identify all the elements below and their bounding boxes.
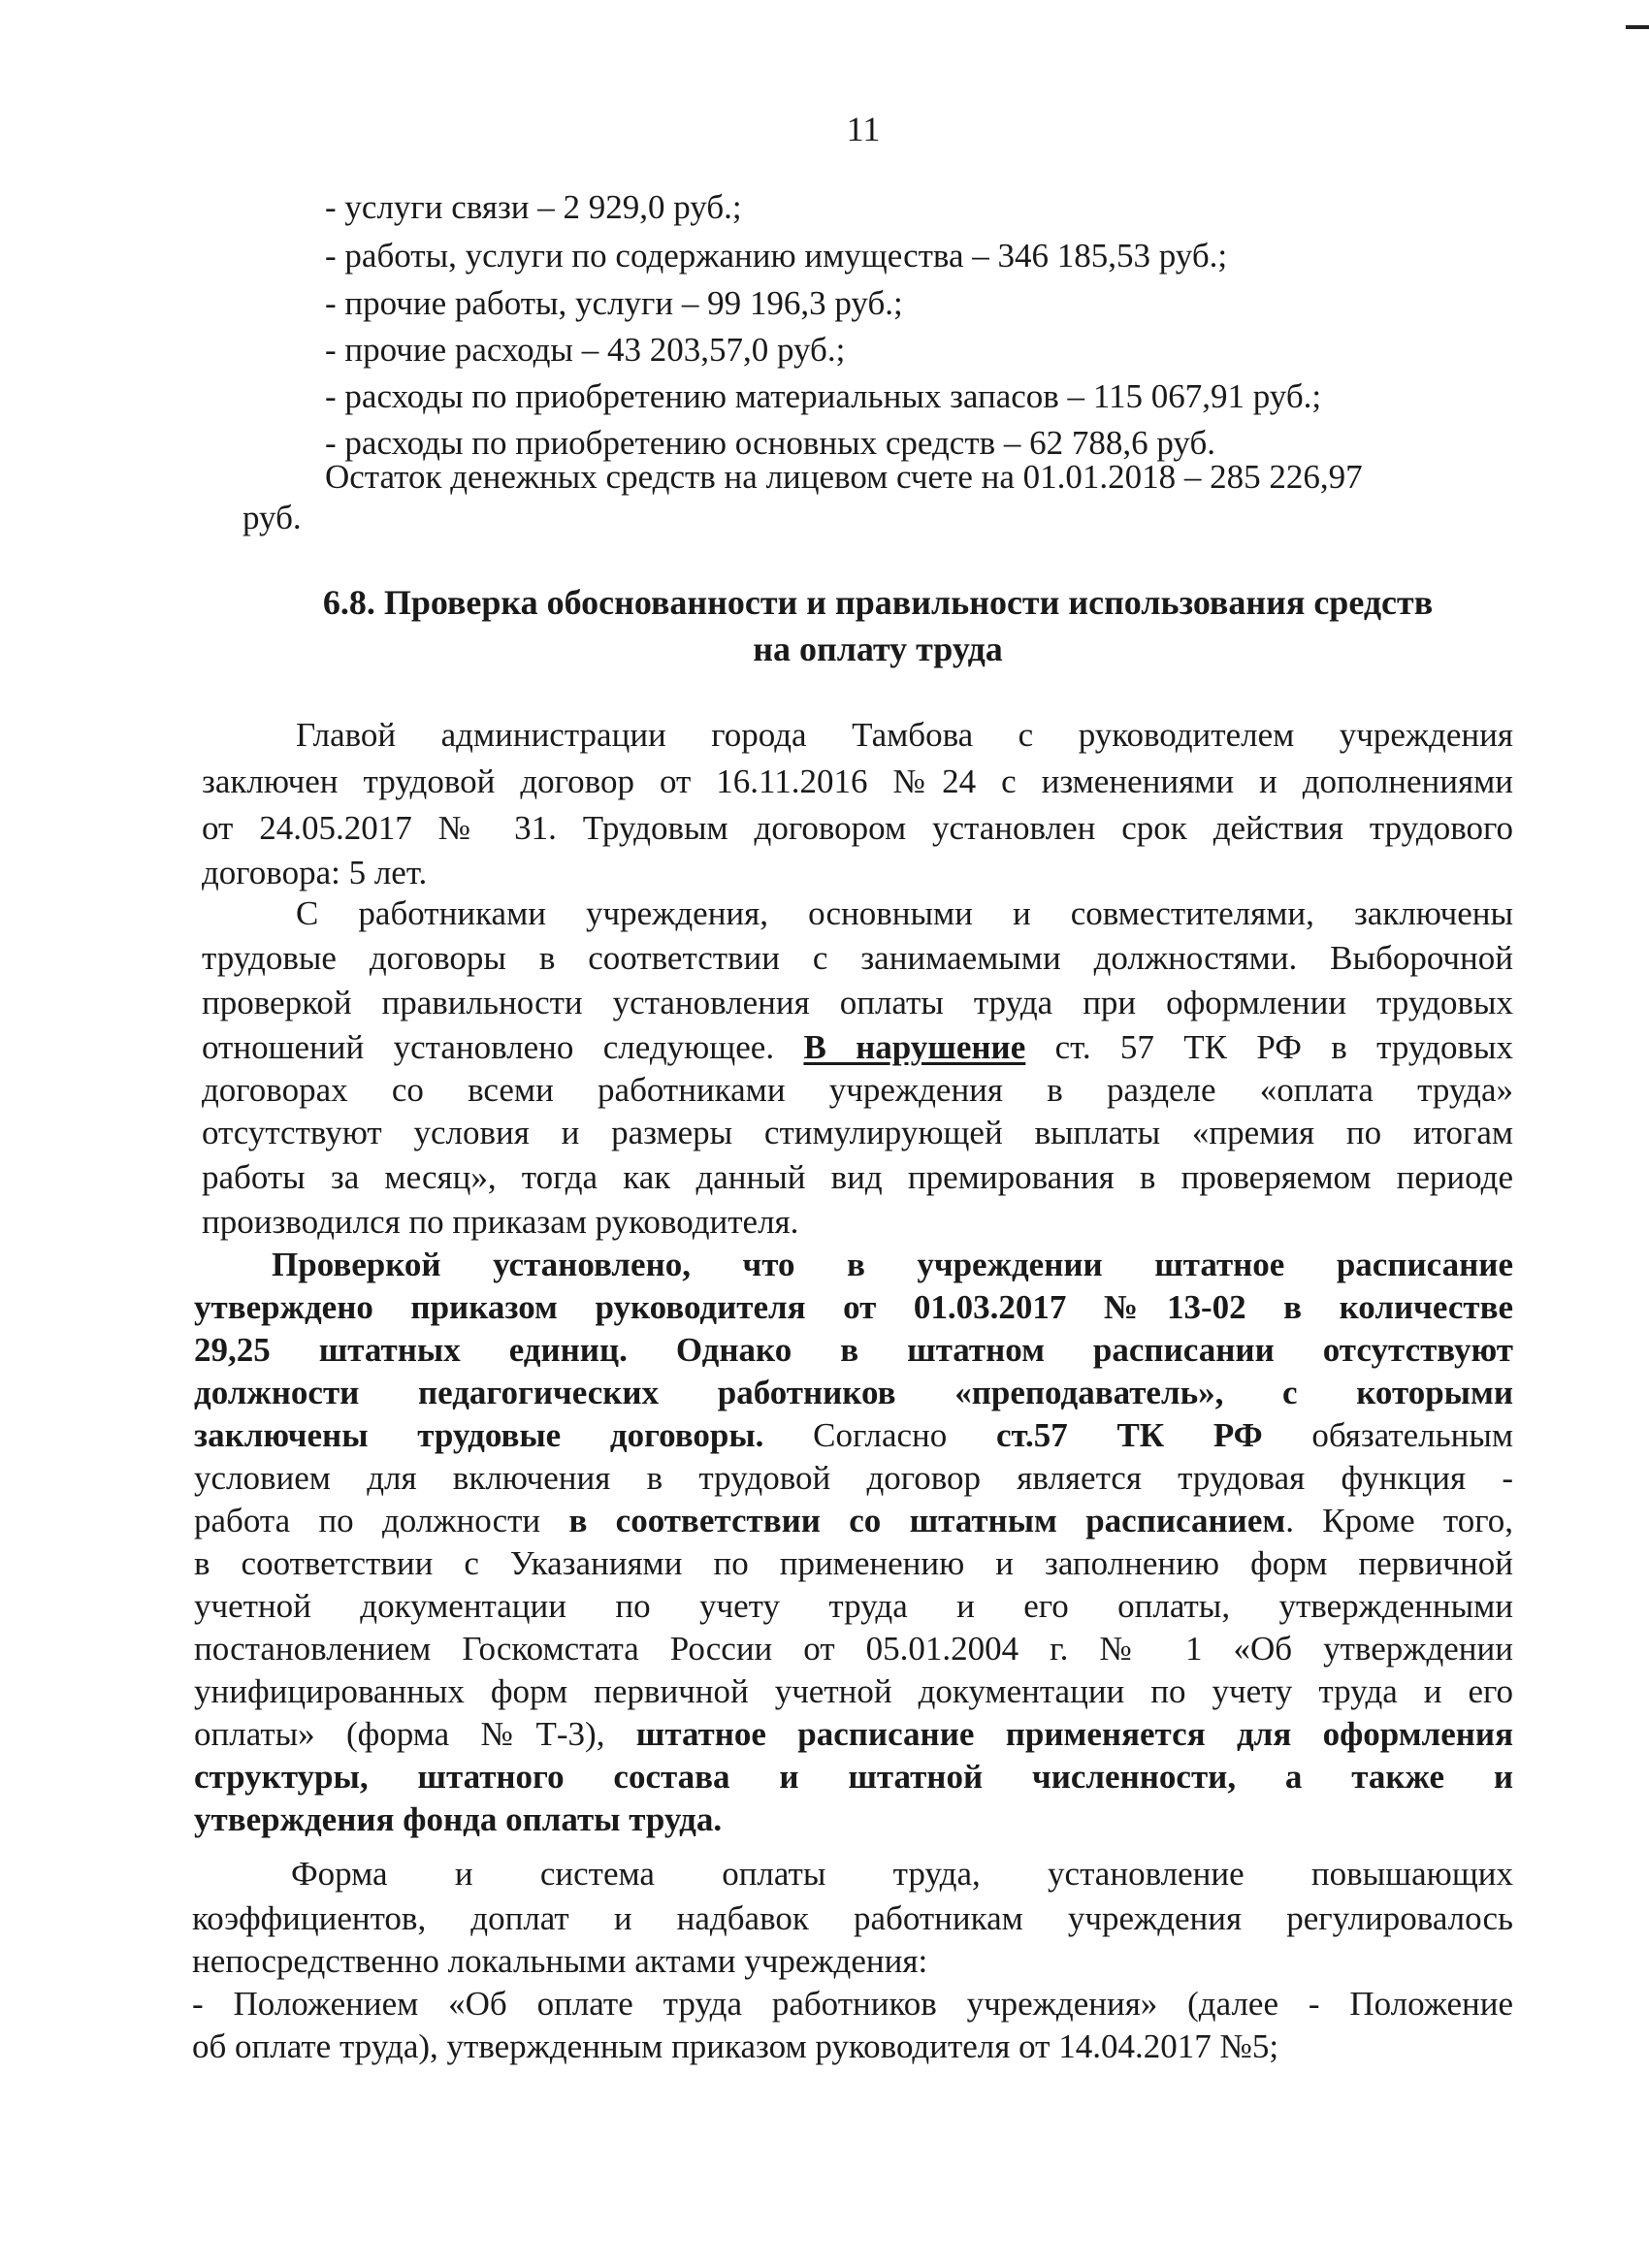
violation-emphasis: В нарушение (803, 1028, 1026, 1066)
paragraph-line: от 24.05.2017 № 31. Трудовым договором установлен срок действия трудового (202, 809, 1513, 847)
text-run-bold: в соответствии со штатным расписанием (568, 1502, 1286, 1539)
text-run: Согласно (813, 1416, 948, 1454)
page-number: 11 (846, 110, 881, 148)
paragraph-line (194, 1414, 1513, 1457)
paragraph-line: С работниками учреждения, основными и совместителями, заключены (296, 894, 1513, 932)
text-run: . Кроме того, (1285, 1502, 1513, 1539)
text-run: оплаты» (форма №Т-3), (194, 1715, 605, 1753)
paragraph-line: утверждено приказом руководителя от 01.03.2017 №13-02 в количестве (194, 1288, 1513, 1326)
text-run: ст. 57 ТК РФ в трудовых (1054, 1028, 1514, 1066)
expense-item: - услуги связи – 2 929,0 руб.; (325, 188, 742, 226)
article-reference: ст.57 ТК РФ (995, 1416, 1263, 1454)
paragraph-line: Главой администрации города Тамбова с руководителем учреждения (296, 716, 1513, 754)
text-run: работа по должности (194, 1502, 541, 1539)
expense-item: - работы, услуги по содержанию имущества – 346 185,53 руб.; (325, 237, 1228, 275)
expense-item: - расходы по приобретению основных средств – 62 788,6 руб. (325, 424, 1216, 462)
paragraph-line: непосредственно локальными актами учреждения: (192, 1942, 928, 1980)
list-item: - Положением «Об оплате труда работников учреждения» (далее - Положение (192, 1985, 1513, 2023)
text-run: отношений установлено следующее. (202, 1028, 775, 1066)
paragraph-line: в соответствии с Указаниями по применению и заполнению форм первичной (194, 1544, 1513, 1582)
text-run: обязательным (1311, 1416, 1513, 1454)
paragraph-line: структуры, штатного состава и штатной численности, а также и (194, 1758, 1513, 1796)
text-run-bold: заключены трудовые договоры. (194, 1416, 764, 1454)
section-title: 6.8. Проверка обоснованности и правильности использования средств (322, 583, 1434, 622)
expense-item: - прочие расходы – 43 203,57,0 руб.; (325, 331, 846, 369)
paragraph-line (194, 1500, 1513, 1542)
expense-item: - расходы по приобретению материальных запасов – 115 067,91 руб.; (325, 377, 1322, 415)
paragraph-line: Проверкой установлено, что в учреждении штатное расписание (272, 1246, 1513, 1283)
expense-item: - прочие работы, услуги – 99 196,3 руб.; (325, 284, 903, 322)
paragraph-line: работы за месяц», тогда как данный вид премирования в проверяемом периоде (202, 1158, 1513, 1196)
paragraph-line: договорах со всеми работниками учреждения в разделе «оплата труда» (202, 1071, 1513, 1109)
balance-line: Остаток денежных средств на лицевом счете на 01.01.2018 – 285 226,97 (325, 458, 1363, 496)
paragraph-line: производился по приказам руководителя. (202, 1203, 799, 1241)
paragraph-line: унифицированных форм первичной учетной документации по учету труда и его (194, 1672, 1513, 1710)
scan-edge-mark (1626, 25, 1649, 29)
paragraph-line: коэффициентов, доплат и надбавок работникам учреждения регулировалось (192, 1899, 1513, 1937)
paragraph-line: трудовые договоры в соответствии с занимаемыми должностями. Выборочной (202, 939, 1513, 977)
list-item-cont: об оплате труда), утвержденным приказом руководителя от 14.04.2017 №5; (192, 2027, 1279, 2065)
paragraph-line: утверждения фонда оплаты труда. (194, 1800, 723, 1838)
paragraph-line: учетной документации по учету труда и его оплаты, утвержденными (194, 1587, 1513, 1625)
text-run-bold: штатное расписание применяется для оформления (635, 1715, 1514, 1753)
paragraph-line: должности педагогических работников «преподаватель», с которыми (194, 1374, 1513, 1411)
paragraph-line (194, 1713, 1513, 1756)
paragraph-line: проверкой правильности установления оплаты труда при оформлении трудовых (202, 984, 1513, 1021)
paragraph-line: отсутствуют условия и размеры стимулирующей выплаты «премия по итогам (202, 1114, 1513, 1151)
paragraph-line: договора: 5 лет. (202, 854, 428, 891)
balance-line-end: руб. (242, 499, 302, 536)
paragraph-line: Форма и система оплаты труда, установление повышающих (291, 1855, 1513, 1893)
paragraph-line: постановлением Госкомстата России от 05.01.2004 г. № 1 «Об утверждении (194, 1630, 1513, 1668)
section-title-cont: на оплату труда (753, 630, 1003, 668)
paragraph-line: условием для включения в трудовой договор является трудовая функция - (194, 1459, 1513, 1497)
paragraph-line: заключен трудовой договор от 16.11.2016 №24 с изменениями и дополнениями (202, 762, 1513, 800)
paragraph-line: 29,25 штатных единиц. Однако в штатном расписании отсутствуют (194, 1331, 1513, 1369)
paragraph-line (202, 1026, 1513, 1069)
